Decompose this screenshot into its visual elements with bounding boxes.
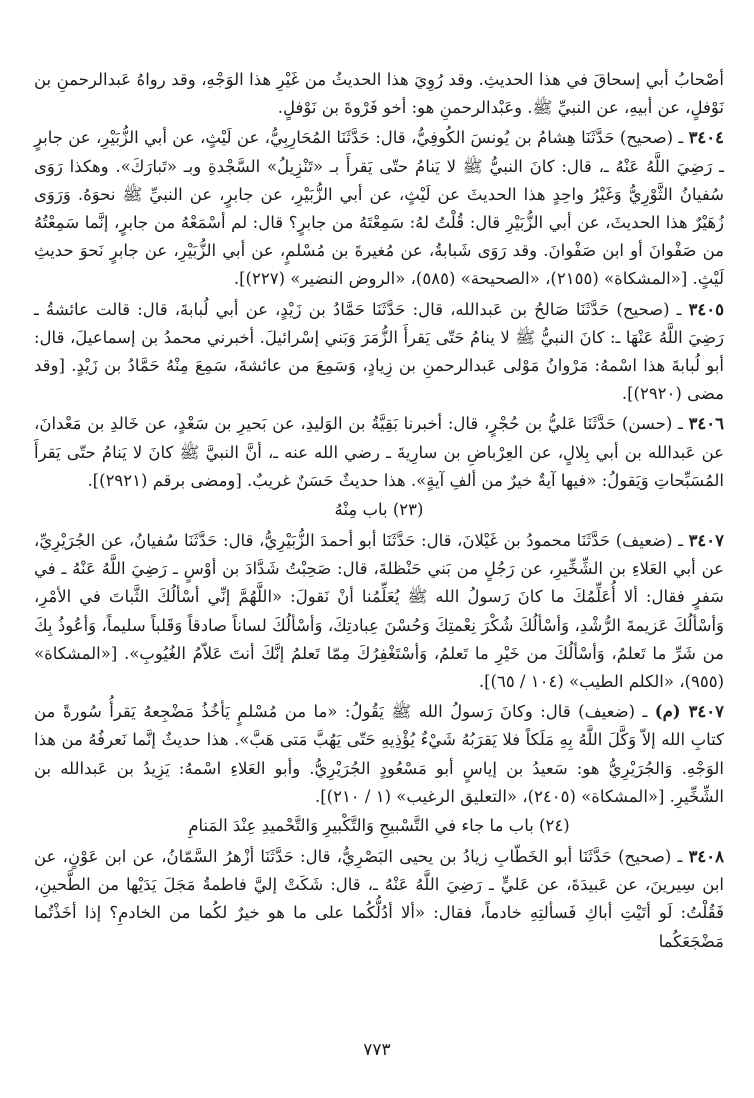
hadith-number: ٣٤٠٤ <box>688 128 725 148</box>
continuation-paragraph: أصْحابُ أبي إسحاقَ في هذا الحديثِ. وقد رُوِيَ هذا الحديثُ من غَيْرِ هذا الوَجْهِ، وقد رواهُ عَبدالرحمنِ بن نَوْفلٍ، عن أبيهِ، عن النبيِّ ﷺ. وعَبْدالرحمنِ هو: أخو فَرْوةَ بن نَوْفلٍ. <box>34 70 724 118</box>
hadith-grade: (صحيح) <box>619 128 674 148</box>
hadith-text: حَدَّثَنَا صَالحُ بن عَبدالله، قال: حَدَّثَنَا حَمَّادُ بن زَيْدٍ، عن أبي لُبابةَ، قال: قالت عائشةُ ـ رَضِيَ اللَّهُ عَنْهَا ـ: كانَ النبيُّ ﷺ لا ينامُ حَتّى يَقرأَ الزُّمَرَ وَبَني إسْرائيلَ. أخبرني محمدُ بن إسماعيلَ، قال: أبو لُبابةَ هذا اسْمهُ: مَرْوانُ مَوْلى عَبدالرحمنِ بن زِيادٍ، وَسَمِعَ من عائشةَ، سَمِعَ مِنْهُ حَمَّادُ بن زَيْدٍ. [وقد مضى (٢٩٢٠)]. <box>34 299 724 404</box>
hadith-grade: (ضعيف) <box>578 702 636 722</box>
hadith-text: حَدَّثَنَا عَليُّ بن حُجْرٍ، قال: أخبرنا بَقِيَّةُ بن الوَليدِ، عن بَحيرِ بن سَعْدٍ، عن خَالدِ بن مَعْدانَ، عن عَبدالله بن أبي بِلالٍ، عن العِرْباضِ بن سارِيةَ ـ رضي الله عنه ـ، أنَّ النبيَّ ﷺ كانَ لا يَنامُ حتّى يَقرأَ المُسَبِّحاتِ وَيَقولُ: «فيها آيةٌ خيرٌ من ألفِ آيةٍ». هذا حديثٌ حَسَنٌ غريبٌ. [ومضى برقم (٢٩٢١)]. <box>34 414 724 490</box>
chapter-23-heading: (٢٣) باب مِنْهُ <box>334 500 424 520</box>
hadith-grade: (صحيح) <box>616 299 670 319</box>
hadith-3405: ٣٤٠٥ ـ (صحيح) حَدَّثَنَا صَالحُ بن عَبدالله، قال: حَدَّثَنَا حَمَّادُ بن زَيْدٍ، عن أبي لُبابةَ، قال: قالت عائشةُ ـ رَضِيَ اللَّهُ عَنْهَا ـ: كانَ النبيُّ ﷺ لا ينامُ حَتّى يَقرأَ الزُّمَرَ وَبَني إسْرائيلَ. أخبرني محمدُ بن إسماعيلَ، قال: أبو لُبابةَ هذا اسْمهُ: مَرْوانُ مَوْلى عَبدالرحمنِ بن زِيادٍ، وَسَمِعَ من عائشةَ، سَمِعَ مِنْهُ حَمَّادُ بن زَيْدٍ. [وقد مضى (٢٩٢٠)]. <box>34 299 725 404</box>
hadith-3406: ٣٤٠٦ ـ (حسن) حَدَّثَنَا عَليُّ بن حُجْرٍ، قال: أخبرنا بَقِيَّةُ بن الوَليدِ، عن بَحيرِ بن سَعْدٍ، عن خَالدِ بن مَعْدانَ، عن عَبدالله بن أبي بِلالٍ، عن العِرْباضِ بن سارِيةَ ـ رضي الله عنه ـ، أنَّ النبيَّ ﷺ كانَ لا يَنامُ حتّى يَقرأَ المُسَبِّحاتِ وَيَقولُ: «فيها آيةٌ خيرٌ من ألفِ آيةٍ». هذا حديثٌ حَسَنٌ غريبٌ. [ومضى برقم (٢٩٢١)]. <box>34 414 725 490</box>
hadith-number: ٣٤٠٥ <box>688 299 725 319</box>
hadith-grade: (ضعيف) <box>615 531 673 551</box>
hadith-text: حَدَّثَنَا هِشامُ بن يُونسَ الكُوفِيُّ، قال: حَدَّثَنَا المُحَارِبِيُّ، عن لَيْثٍ، عن أبي الزُّبَيْرِ، عن جابرٍ ـ رَضِيَ اللَّهُ عَنْهُ ـ، قال: كانَ النبيُّ ﷺ لا يَنامُ حتّى يَقرأَ بـ «تَنْزِيلُ» السَّجْدةِ وبـ «تَبارَكَ». وهكذا رَوَى سُفيانُ الثَّوْرِيُّ وَغَيْرُ واحِدٍ هذا الحديثَ عن لَيْثٍ، عن أبي الزُّبَيْرِ، عن جابرٍ، عن النبيِّ ﷺ نحوَهُ. وَرَوَى زُهَيْرٌ هذا الحديثَ، عن أبي الزُّبَيْرِ قال: قُلْتُ لهُ: سَمِعْتَهُ من جابرٍ؟ قال: لم أسْمَعْهُ من جابرٍ، إنَّما سَمِعْتُهُ من صَفْوانَ أو ابن صَفْوانَ. وقد رَوَى شَبابةُ، عن مُغيرةَ بن مُسْلمٍ، عن أبي الزُّبَيْرِ، عن جابرٍ نَحوَ حديثِ لَيْثٍ. [«المشكاة» (٢١٥٥)، «الصحيحة» (٥٨٥)، «الروض النضير» (٢٢٧)]. <box>34 128 724 289</box>
hadith-grade: (حسن) <box>621 414 673 434</box>
hadith-number: ٣٤٠٨ <box>688 847 725 867</box>
hadith-text: حَدَّثَنَا محمودُ بن غَيْلانَ، قال: حَدَّثَنَا أبو أحمدَ الزُّبَيْرِيُّ، قال: حَدَّثَنَا سُفيانُ، عن الجُرَيْرِيِّ، عن أبي العَلاءِ بن الشِّخِّيرِ، عن رَجُلٍ من بَني حَنْظلةَ، قال: صَحِبْتُ شَدَّادَ بن أوْسٍ ـ رَضِيَ اللَّهُ عَنْهُ ـ في سَفرٍ فقال: ألا أُعَلِّمُكَ ما كانَ رَسولُ الله ﷺ يُعَلِّمُنا أنْ نَقولَ: «اللَّهُمَّ إنِّي أسْألُكَ الثَّباتَ في الأمْرِ، وَأسْألُكَ عَزيمةَ الرُّشْدِ، وَأسْألُكَ شُكْرَ نِعْمتِكَ وَحُسْنَ عِبادتِكَ، وَأسْألُكَ لساناً صادقاً وَقَلباً سليماً، وَأعُوذُ بِكَ من شَرِّ ما تَعلمُ، وَأسْألُكَ من خَيْرِ ما تَعلمُ، وَأسْتَغْفِرُكَ مِمّا تَعلمُ إنَّكَ أنتَ عَلاّمُ الغُيُوبِ». [«المشكاة» (٩٥٥)، «الكلم الطيب» (١٠٤ / ٦٥)]. <box>34 531 724 692</box>
page-number: ٧٧٣ <box>363 1040 391 1060</box>
hadith-3407: ٣٤٠٧ ـ (ضعيف) حَدَّثَنَا محمودُ بن غَيْلانَ، قال: حَدَّثَنَا أبو أحمدَ الزُّبَيْرِيُّ، قال: حَدَّثَنَا سُفيانُ، عن الجُرَيْرِيِّ، عن أبي العَلاءِ بن الشِّخِّيرِ، عن رَجُلٍ من بَني حَنْظلةَ، قال: صَحِبْتُ شَدَّادَ بن أوْسٍ ـ رَضِيَ اللَّهُ عَنْهُ ـ في سَفرٍ فقال: ألا أُعَلِّمُكَ ما كانَ رَسولُ الله ﷺ يُعَلِّمُنا أنْ نَقولَ: «اللَّهُمَّ إنِّي أسْألُكَ الثَّباتَ في الأمْرِ، وَأسْألُكَ عَزيمةَ الرُّشْدِ، وَأسْألُكَ شُكْرَ نِعْمتِكَ وَحُسْنَ عِبادتِكَ، وَأسْألُكَ لساناً صادقاً وَقَلباً سليماً، وَأعُوذُ بِكَ من شَرِّ ما تَعلمُ، وَأسْألُكَ من خَيْرِ ما تَعلمُ، وَأسْتَغْفِرُكَ مِمّا تَعلمُ إنَّكَ أنتَ عَلاّمُ الغُيُوبِ». [«المشكاة» (٩٥٥)، «الكلم الطيب» (١٠٤ / ٦٥)]. <box>34 531 725 692</box>
hadith-number: ٣٤٠٦ <box>688 414 725 434</box>
chapter-24-heading: (٢٤) باب ما جاء في التَّسْبيحِ وَالتَّكْبيرِ وَالتَّحْميدِ عِنْدَ المَنامِ <box>188 816 570 836</box>
hadith-number: ٣٤٠٧ (م) <box>654 702 725 722</box>
hadith-grade: (صحيح) <box>618 847 672 867</box>
hadith-text: حَدَّثَنَا أبو الخَطّابِ زيادُ بن يحيى البَصْرِيُّ، قال: حَدَّثَنَا أزْهرُ السَّمّانُ، عن ابن عَوْنٍ، عن ابن سِيرينَ، عن عَبيدَةَ، عن عَليٍّ ـ رَضِيَ اللَّهُ عَنْهُ ـ، قال: شَكَتْ إليَّ فاطمةُ مَجَلَ يَدَيْها من الطَّحينِ، فَقُلْتُ: لَو أتَيْتِ أباكِ فَسألتِهِ خادماً، فقال: «ألا أدُلُّكُما على ما هو خيرٌ لكُما من الخادمِ؟ إذا أخَذْتُما مَضْجَعَكُما <box>34 847 724 951</box>
page-body <box>34 66 724 956</box>
hadith-3407-m: ٣٤٠٧ (م) ـ (ضعيف) قال: وكانَ رَسولُ الله ﷺ يَقُولُ: «ما من مُسْلمٍ يَأخُذُ مَضْجِعهُ يَقرأُ سُورةً من كتابِ الله إلاّ وَكَّلَ اللَّهُ بِهِ مَلَكاً فلا يَقرَبُهُ شَيْءٌ يُؤْذِيهِ حَتّى يَهُبَّ مَتى هَبَّ». هذا حديثٌ إنَّما نَعرفُهُ من هذا الوَجْهِ. وَالجُرَيْرِيُّ هو: سَعيدُ بن إياسٍ أبو مَسْعُودٍ الجُرَيْرِيُّ. وأبو العَلاءِ اسْمهُ: يَزِيدُ بن عَبدالله بن الشِّخِّيرِ. [«المشكاة» (٢٤٠٥)، «التعليق الرغيب» (١ / ٢١٠)]. <box>34 702 725 806</box>
hadith-3408: ٣٤٠٨ ـ (صحيح) حَدَّثَنَا أبو الخَطّابِ زيادُ بن يحيى البَصْرِيُّ، قال: حَدَّثَنَا أزْهرُ السَّمّانُ، عن ابن عَوْنٍ، عن ابن سِيرينَ، عن عَبيدَةَ، عن عَليٍّ ـ رَضِيَ اللَّهُ عَنْهُ ـ، قال: شَكَتْ إليَّ فاطمةُ مَجَلَ يَدَيْها من الطَّحينِ، فَقُلْتُ: لَو أتَيْتِ أباكِ فَسألتِهِ خادماً، فقال: «ألا أدُلُّكُما على ما هو خيرٌ لكُما من الخادمِ؟ إذا أخَذْتُما مَضْجَعَكُما <box>34 847 725 951</box>
hadith-number: ٣٤٠٧ <box>688 531 725 551</box>
hadith-3404: ٣٤٠٤ ـ (صحيح) حَدَّثَنَا هِشامُ بن يُونسَ الكُوفِيُّ، قال: حَدَّثَنَا المُحَارِبِيُّ، عن لَيْثٍ، عن أبي الزُّبَيْرِ، عن جابرٍ ـ رَضِيَ اللَّهُ عَنْهُ ـ، قال: كانَ النبيُّ ﷺ لا يَنامُ حتّى يَقرأَ بـ «تَنْزِيلُ» السَّجْدةِ وبـ «تَبارَكَ». وهكذا رَوَى سُفيانُ الثَّوْرِيُّ وَغَيْرُ واحِدٍ هذا الحديثَ عن لَيْثٍ، عن أبي الزُّبَيْرِ، عن جابرٍ، عن النبيِّ ﷺ نحوَهُ. وَرَوَى زُهَيْرٌ هذا الحديثَ، عن أبي الزُّبَيْرِ قال: قُلْتُ لهُ: سَمِعْتَهُ من جابرٍ؟ قال: لم أسْمَعْهُ من جابرٍ، إنَّما سَمِعْتُهُ من صَفْوانَ أو ابن صَفْوانَ. وقد رَوَى شَبابةُ، عن مُغيرةَ بن مُسْلمٍ، عن أبي الزُّبَيْرِ، عن جابرٍ نَحوَ حديثِ لَيْثٍ. [«المشكاة» (٢١٥٥)، «الصحيحة» (٥٨٥)، «الروض النضير» (٢٢٧)]. <box>34 128 725 289</box>
hadith-text: قال: وكانَ رَسولُ الله ﷺ يَقُولُ: «ما من مُسْلمٍ يَأخُذُ مَضْجِعهُ يَقرأُ سُورةً من كتابِ الله إلاّ وَكَّلَ اللَّهُ بِهِ مَلَكاً فلا يَقرَبُهُ شَيْءٌ يُؤْذِيهِ حَتّى يَهُبَّ مَتى هَبَّ». هذا حديثٌ إنَّما نَعرفُهُ من هذا الوَجْهِ. وَالجُرَيْرِيُّ هو: سَعيدُ بن إياسٍ أبو مَسْعُودٍ الجُرَيْرِيُّ. وأبو العَلاءِ اسْمهُ: يَزِيدُ بن عَبدالله بن الشِّخِّيرِ. [«المشكاة» (٢٤٠٥)، «التعليق الرغيب» (١ / ٢١٠)]. <box>34 702 724 806</box>
